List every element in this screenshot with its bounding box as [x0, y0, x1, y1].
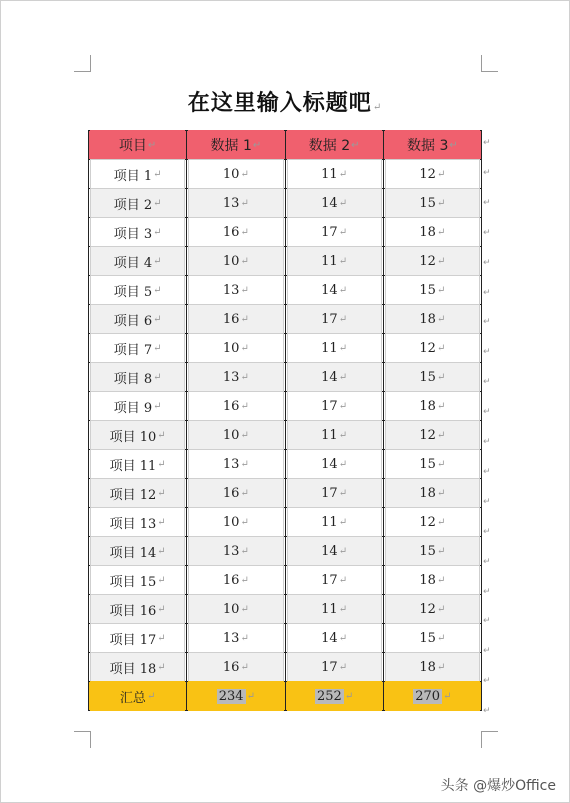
- cell-text: 16: [222, 659, 240, 675]
- cell-text: 10: [222, 427, 240, 443]
- row-end-mark: ↵: [483, 466, 491, 477]
- cell-end-mark: ↵: [338, 632, 348, 644]
- table-row: [89, 363, 482, 392]
- table-cell[interactable]: [89, 421, 187, 450]
- table-row: [89, 479, 482, 508]
- cell-text: 16: [222, 572, 240, 588]
- cell-end-mark: ↵: [436, 545, 446, 557]
- cell-end-mark: ↵: [338, 574, 348, 586]
- cell-end-mark: ↵: [338, 168, 348, 180]
- table-cell[interactable]: [383, 131, 481, 160]
- cell-end-mark: ↵: [246, 690, 255, 702]
- table-cell[interactable]: [89, 305, 187, 334]
- table-cell[interactable]: [383, 189, 481, 218]
- cell-end-mark: ↵: [436, 661, 446, 673]
- table-cell[interactable]: [383, 247, 481, 276]
- table-cell[interactable]: [383, 508, 481, 537]
- table-cell[interactable]: [383, 566, 481, 595]
- table-row: [89, 218, 482, 247]
- table-row: [89, 421, 482, 450]
- row-end-mark: ↵: [483, 257, 491, 268]
- cell-text: 17: [321, 224, 338, 240]
- row-end-mark: ↵: [483, 496, 491, 507]
- table-cell[interactable]: [89, 334, 187, 363]
- cell-text: 项目 17: [109, 632, 157, 648]
- table-cell[interactable]: [383, 363, 481, 392]
- table-cell[interactable]: [383, 218, 481, 247]
- table-cell[interactable]: [285, 653, 383, 682]
- table-cell[interactable]: [285, 305, 383, 334]
- cell-end-mark: ↵: [240, 632, 249, 644]
- cell-text: 14: [321, 369, 338, 385]
- table-cell[interactable]: [187, 682, 285, 711]
- cell-text: 项目 4: [113, 255, 153, 271]
- table-cell[interactable]: [285, 334, 383, 363]
- table-cell[interactable]: [285, 421, 383, 450]
- table-row: [89, 276, 482, 305]
- table-cell[interactable]: [89, 566, 187, 595]
- table-cell[interactable]: [285, 392, 383, 421]
- cell-end-mark: ↵: [157, 487, 166, 499]
- table-cell[interactable]: [187, 131, 285, 160]
- cell-text: 项目 14: [109, 545, 157, 561]
- cell-end-mark: ↵: [153, 255, 162, 267]
- cell-end-mark: ↵: [240, 487, 249, 499]
- table-cell[interactable]: [285, 595, 383, 624]
- cell-end-mark: ↵: [436, 168, 446, 180]
- table-cell[interactable]: [383, 421, 481, 450]
- cell-end-mark: ↵: [436, 429, 446, 441]
- table-cell[interactable]: [89, 508, 187, 537]
- cell-end-mark: ↵: [240, 197, 249, 209]
- cell-end-mark: ↵: [338, 197, 348, 209]
- table-cell[interactable]: [187, 566, 285, 595]
- table-row: [89, 334, 482, 363]
- cell-text: 10: [222, 514, 240, 530]
- cell-text: 17: [321, 572, 338, 588]
- table-cell[interactable]: [89, 682, 187, 711]
- table-cell[interactable]: [285, 276, 383, 305]
- cell-text: 10: [222, 166, 240, 182]
- cell-text: 项目 11: [109, 458, 157, 474]
- table-row: [89, 189, 482, 218]
- cell-text: 18: [419, 572, 436, 588]
- table-row: [89, 537, 482, 566]
- table-cell[interactable]: [285, 537, 383, 566]
- cell-text: 15: [419, 543, 436, 559]
- cell-end-mark: ↵: [153, 313, 162, 325]
- table-cell[interactable]: [383, 653, 481, 682]
- cell-end-mark: ↵: [153, 197, 162, 209]
- row-end-mark: ↵: [483, 138, 491, 148]
- cell-end-mark: ↵: [338, 516, 348, 528]
- cell-end-mark: ↵: [436, 197, 446, 209]
- paragraph-mark: ↵: [372, 102, 383, 113]
- cell-end-mark: ↵: [240, 429, 249, 441]
- cell-text: 270: [415, 688, 441, 704]
- cell-end-mark: ↵: [157, 574, 166, 586]
- cell-text: 项目 18: [109, 661, 157, 677]
- cell-end-mark: ↵: [443, 690, 452, 702]
- cell-text: 12: [419, 514, 436, 530]
- row-end-mark: ↵: [483, 616, 491, 627]
- table-cell[interactable]: [187, 247, 285, 276]
- cell-end-mark: ↵: [157, 458, 166, 470]
- cell-end-mark: ↵: [338, 342, 348, 354]
- cell-text: 16: [222, 398, 240, 414]
- cell-text: 14: [321, 456, 338, 472]
- cell-text: 12: [419, 166, 436, 182]
- cell-end-mark: ↵: [338, 487, 348, 499]
- table-cell[interactable]: [89, 595, 187, 624]
- table-cell[interactable]: [89, 537, 187, 566]
- cell-text: 项目 15: [109, 574, 157, 590]
- cell-text: 10: [222, 601, 240, 617]
- cell-text: 15: [419, 282, 436, 298]
- cell-text: 项目 12: [109, 487, 157, 503]
- cell-end-mark: ↵: [351, 139, 360, 151]
- cell-end-mark: ↵: [240, 516, 249, 528]
- cell-text: 17: [321, 311, 338, 327]
- row-end-mark: ↵: [483, 407, 491, 418]
- cell-text: 项目 8: [113, 371, 153, 387]
- cell-text: 17: [321, 659, 338, 675]
- crop-mark-bottom-left: [74, 731, 91, 748]
- table-cell[interactable]: [285, 131, 383, 160]
- table-cell[interactable]: [187, 276, 285, 305]
- row-end-mark: ↵: [483, 377, 491, 388]
- cell-text: 13: [222, 543, 240, 559]
- cell-end-mark: ↵: [157, 661, 166, 673]
- table-cell[interactable]: [285, 624, 383, 653]
- table-cell[interactable]: [187, 595, 285, 624]
- table-cell[interactable]: [89, 276, 187, 305]
- table-cell[interactable]: [187, 479, 285, 508]
- cell-end-mark: ↵: [146, 690, 156, 702]
- row-end-mark: ↵: [483, 227, 491, 238]
- cell-end-mark: ↵: [338, 603, 348, 615]
- cell-text: 11: [321, 514, 338, 530]
- cell-text: 项目 13: [109, 516, 157, 532]
- table-cell[interactable]: [383, 305, 481, 334]
- cell-text: 12: [419, 427, 436, 443]
- cell-end-mark: ↵: [153, 371, 162, 383]
- cell-end-mark: ↵: [436, 255, 446, 267]
- table-cell[interactable]: [285, 218, 383, 247]
- row-end-mark: ↵: [483, 526, 491, 537]
- cell-text: 10: [222, 253, 240, 269]
- row-end-mark: ↵: [483, 676, 491, 687]
- row-end-mark: ↵: [483, 197, 491, 208]
- cell-end-mark: ↵: [436, 400, 446, 412]
- cell-end-mark: ↵: [338, 255, 348, 267]
- cell-end-mark: ↵: [338, 371, 348, 383]
- cell-end-mark: ↵: [153, 226, 162, 238]
- cell-end-mark: ↵: [147, 139, 157, 151]
- table-cell[interactable]: [187, 334, 285, 363]
- cell-end-mark: ↵: [240, 458, 249, 470]
- cell-end-mark: ↵: [436, 603, 446, 615]
- cell-text: 15: [419, 456, 436, 472]
- cell-text: 数据 3: [407, 138, 449, 154]
- cell-text: 14: [321, 543, 338, 559]
- table-row: [89, 305, 482, 334]
- table-cell[interactable]: [187, 537, 285, 566]
- row-end-mark: ↵: [483, 317, 491, 328]
- cell-end-mark: ↵: [436, 632, 446, 644]
- crop-mark-top-right: [481, 55, 498, 72]
- table-cell[interactable]: [285, 508, 383, 537]
- table-cell[interactable]: [383, 450, 481, 479]
- table-cell[interactable]: [383, 682, 481, 711]
- table-cell[interactable]: [187, 624, 285, 653]
- cell-end-mark: ↵: [338, 661, 348, 673]
- table-cell[interactable]: [187, 160, 285, 189]
- cell-end-mark: ↵: [157, 632, 166, 644]
- table-cell[interactable]: [285, 479, 383, 508]
- table-cell[interactable]: [89, 218, 187, 247]
- cell-end-mark: ↵: [436, 284, 446, 296]
- cell-text: 18: [419, 311, 436, 327]
- cell-end-mark: ↵: [344, 690, 354, 702]
- cell-text: 10: [222, 340, 240, 356]
- table-cell[interactable]: [383, 624, 481, 653]
- cell-text: 15: [419, 630, 436, 646]
- table-cell[interactable]: [187, 305, 285, 334]
- cell-text: 项目 16: [109, 603, 157, 619]
- cell-text: 15: [419, 195, 436, 211]
- cell-text: 11: [321, 427, 338, 443]
- table-cell[interactable]: [89, 479, 187, 508]
- cell-text: 数据 1: [210, 138, 252, 154]
- cell-end-mark: ↵: [436, 574, 446, 586]
- table-row: [89, 595, 482, 624]
- cell-end-mark: ↵: [240, 342, 249, 354]
- cell-end-mark: ↵: [338, 284, 348, 296]
- table-cell[interactable]: [383, 595, 481, 624]
- cell-text: 项目 1: [113, 168, 153, 184]
- cell-end-mark: ↵: [240, 603, 249, 615]
- table-row: [89, 450, 482, 479]
- cell-end-mark: ↵: [436, 516, 446, 528]
- cell-end-mark: ↵: [252, 139, 262, 151]
- table-cell[interactable]: [383, 479, 481, 508]
- cell-end-mark: ↵: [338, 429, 348, 441]
- cell-text: 17: [321, 398, 338, 414]
- row-end-mark: ↵: [483, 287, 491, 298]
- table-cell[interactable]: [383, 392, 481, 421]
- cell-text: 13: [222, 456, 240, 472]
- cell-end-mark: ↵: [338, 313, 348, 325]
- data-table[interactable]: [88, 130, 482, 711]
- cell-end-mark: ↵: [153, 342, 162, 354]
- row-end-mark: ↵: [483, 437, 491, 447]
- cell-text: 数据 2: [308, 138, 351, 154]
- cell-text: 16: [222, 311, 240, 327]
- crop-mark-bottom-right: [481, 731, 498, 748]
- table-row: [89, 247, 482, 276]
- cell-end-mark: ↵: [338, 400, 348, 412]
- table-row: [89, 566, 482, 595]
- table-cell[interactable]: [285, 160, 383, 189]
- table-cell[interactable]: [89, 189, 187, 218]
- cell-end-mark: ↵: [436, 313, 446, 325]
- cell-end-mark: ↵: [157, 429, 166, 441]
- cell-end-mark: ↵: [240, 545, 249, 557]
- cell-end-mark: ↵: [449, 139, 458, 151]
- cell-end-mark: ↵: [240, 313, 249, 325]
- cell-text: 11: [321, 166, 338, 182]
- table-cell[interactable]: [89, 450, 187, 479]
- cell-text: 13: [222, 630, 240, 646]
- cell-end-mark: ↵: [338, 458, 348, 470]
- table-cell[interactable]: [285, 189, 383, 218]
- cell-text: 14: [321, 195, 338, 211]
- cell-end-mark: ↵: [338, 226, 348, 238]
- watermark: 头条 @爆炒Office: [440, 778, 556, 794]
- table-cell[interactable]: [383, 160, 481, 189]
- cell-end-mark: ↵: [240, 400, 249, 412]
- table-cell[interactable]: [383, 537, 481, 566]
- cell-end-mark: ↵: [240, 284, 249, 296]
- cell-end-mark: ↵: [436, 458, 446, 470]
- cell-text: 14: [321, 630, 338, 646]
- cell-text: 17: [321, 485, 338, 501]
- cell-end-mark: ↵: [240, 574, 249, 586]
- cell-end-mark: ↵: [338, 545, 348, 557]
- cell-text: 14: [321, 282, 338, 298]
- table-cell[interactable]: [89, 160, 187, 189]
- cell-text: 项目 3: [113, 226, 153, 242]
- table-cell[interactable]: [285, 247, 383, 276]
- table-cell[interactable]: [285, 363, 383, 392]
- table-cell[interactable]: [89, 131, 187, 160]
- cell-end-mark: ↵: [240, 255, 249, 267]
- table-cell[interactable]: [187, 189, 285, 218]
- cell-text: 13: [222, 195, 240, 211]
- cell-end-mark: ↵: [153, 284, 162, 296]
- cell-end-mark: ↵: [436, 226, 446, 238]
- table-cell[interactable]: [383, 334, 481, 363]
- row-end-mark: ↵: [483, 586, 491, 597]
- cell-end-mark: ↵: [436, 342, 446, 354]
- table-cell[interactable]: [285, 566, 383, 595]
- table-cell[interactable]: [187, 218, 285, 247]
- table-row: [89, 392, 482, 421]
- cell-text: 11: [321, 601, 338, 617]
- table-cell[interactable]: [187, 653, 285, 682]
- row-end-mark: ↵: [483, 646, 491, 657]
- cell-text: 项目 6: [113, 313, 153, 329]
- cell-text: 16: [222, 224, 240, 240]
- cell-text: 项目 7: [113, 342, 153, 358]
- cell-text: 12: [419, 253, 436, 269]
- cell-end-mark: ↵: [153, 168, 162, 180]
- cell-end-mark: ↵: [153, 400, 162, 412]
- cell-text: 项目 2: [113, 197, 153, 213]
- cell-text: 11: [321, 340, 338, 356]
- cell-text: 252: [317, 688, 342, 704]
- cell-end-mark: ↵: [436, 487, 446, 499]
- cell-text: 项目 9: [113, 400, 153, 416]
- cell-end-mark: ↵: [157, 603, 166, 615]
- cell-text: 16: [222, 485, 240, 501]
- table-cell[interactable]: [187, 508, 285, 537]
- cell-text: 13: [222, 369, 240, 385]
- cell-text: 18: [419, 398, 436, 414]
- table-header-row: [89, 131, 482, 160]
- table-row: [89, 624, 482, 653]
- table-cell[interactable]: [89, 653, 187, 682]
- cell-text: 234: [218, 688, 244, 704]
- cell-text: 12: [419, 601, 436, 617]
- table-cell[interactable]: [383, 276, 481, 305]
- cell-text: 项目 5: [113, 284, 153, 300]
- table-cell[interactable]: [89, 624, 187, 653]
- table-total-row: [89, 682, 482, 711]
- cell-text: 项目 10: [109, 429, 157, 445]
- row-end-mark: ↵: [483, 556, 491, 567]
- cell-end-mark: ↵: [240, 226, 249, 238]
- cell-text: 汇总: [119, 690, 146, 706]
- table-row: [89, 160, 482, 189]
- cell-text: 12: [419, 340, 436, 356]
- cell-text: 18: [419, 224, 436, 240]
- cell-text: 15: [419, 369, 436, 385]
- table-cell[interactable]: [285, 682, 383, 711]
- cell-end-mark: ↵: [240, 168, 249, 180]
- crop-mark-top-left: [74, 55, 91, 72]
- table-cell[interactable]: [89, 392, 187, 421]
- row-end-mark: ↵: [483, 167, 491, 178]
- table-cell[interactable]: [89, 247, 187, 276]
- row-end-mark: ↵: [483, 706, 491, 717]
- cell-end-mark: ↵: [240, 661, 249, 673]
- table-row: [89, 508, 482, 537]
- cell-end-mark: ↵: [157, 516, 166, 528]
- table-cell[interactable]: [187, 363, 285, 392]
- cell-text: 项目: [118, 138, 147, 154]
- table-cell[interactable]: [187, 421, 285, 450]
- cell-end-mark: ↵: [436, 371, 446, 383]
- table-cell[interactable]: [285, 450, 383, 479]
- cell-text: 18: [419, 659, 436, 675]
- cell-end-mark: ↵: [240, 371, 249, 383]
- cell-text: 18: [419, 485, 436, 501]
- table-row: [89, 653, 482, 682]
- table-cell[interactable]: [89, 363, 187, 392]
- cell-text: 11: [321, 253, 338, 269]
- row-end-mark: ↵: [483, 347, 491, 358]
- table-cell[interactable]: [187, 392, 285, 421]
- cell-text: 13: [222, 282, 240, 298]
- cell-end-mark: ↵: [157, 545, 166, 557]
- document-title[interactable]: 在这里输入标题吧↵: [187, 90, 383, 116]
- table-cell[interactable]: [187, 450, 285, 479]
